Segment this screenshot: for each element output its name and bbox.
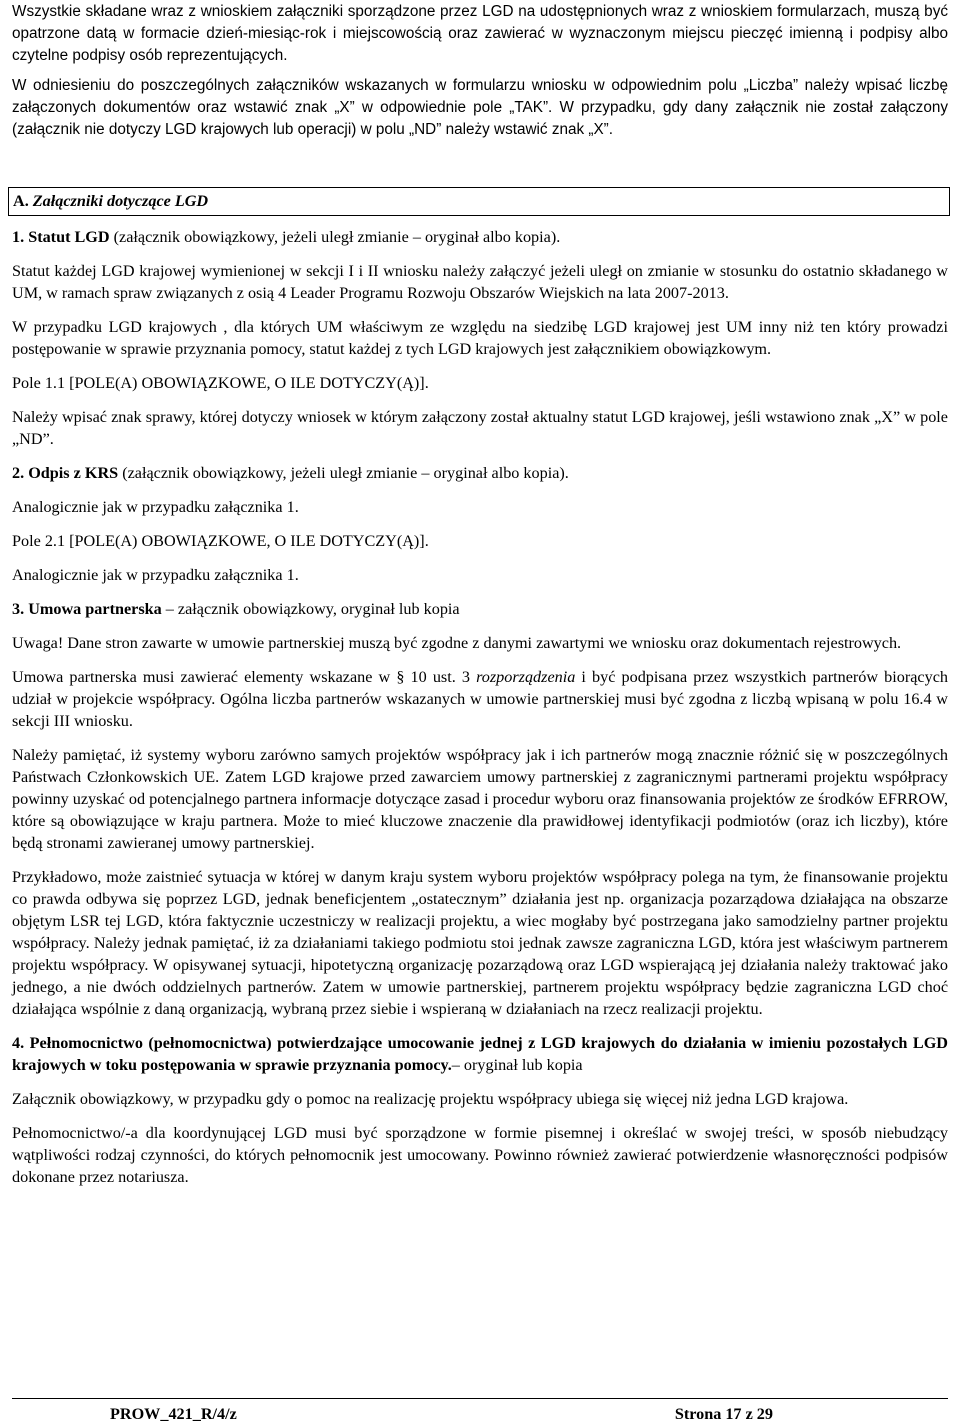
page-footer <box>12 1398 948 1423</box>
document-code: PROW_421_R/4/z <box>110 1405 237 1423</box>
item-3-subtitle: – załącznik obowiązkowy, oryginał lub kopia <box>161 600 460 618</box>
intro-paragraph-2 <box>12 75 948 141</box>
item-1-paragraph-3: Należy wpisać znak sprawy, której dotyczy wniosek w którym załączony został aktualny statut LGD krajowej, jeśli wstawiono znak „X” w pole „ND”. <box>12 408 948 448</box>
item-2-title: 2. Odpis z KRS <box>12 464 119 482</box>
item-3-paragraph-3: Należy pamiętać, iż systemy wyboru zarówno samych projektów współpracy jak i ich partnerów mogą znacznie różnić się w poszczególnych Państwach Członkowskich UE. Zatem LGD krajowe przed zawarciem umowy partnerskiej z zagranicznymi partnerami projektu współpracy powinny uzyskać od potencjalnego partnera informacje dotyczące zasad i procedur wyboru oraz finansowania projektów ze środków EFRROW, które są obowiązujące w kraju partnera. Może to mieć kluczowe znaczenie dla prawidłowej identyfikacji podmiotów (oraz ich liczby), które będą stronami zawieranej umowy partnerskiej. <box>12 746 948 852</box>
item-1-paragraph-2: W przypadku LGD krajowych , dla których UM właściwym ze względu na siedzibę LGD krajowej jest UM inny niż ten który prowadzi postępowanie w sprawie przyznania pomocy, statut każdej z tych LGD krajowych jest załącznikiem obowiązkowym. <box>12 318 948 358</box>
item-1-subtitle: (załącznik obowiązkowy, jeżeli uległ zmianie – oryginał albo kopia). <box>109 228 561 246</box>
item-3-heading <box>12 598 948 620</box>
item-4-paragraph-1: Załącznik obowiązkowy, w przypadku gdy o pomoc na realizację projektu współpracy ubiega się więcej niż jedna LGD krajowa. <box>12 1090 849 1108</box>
document-page <box>12 0 948 1188</box>
section-a-heading <box>12 187 948 216</box>
intro-paragraph-2-second: W przypadku, gdy dany załącznik nie został załączony (załącznik nie dotyczy LGD krajowych lub operacji) w polu „ND” należy wstawić znak „X”. <box>12 99 948 138</box>
item-2-field-label: Pole 2.1 [POLE(A) OBOWIĄZKOWE, O ILE DOTYCZY(Ą)]. <box>12 532 429 550</box>
item-3-paragraph-2-italic: rozporządzenia <box>476 668 576 686</box>
item-3-paragraph-2-start: Umowa partnerska musi zawierać elementy wskazane w § 10 ust. 3 <box>12 668 477 686</box>
item-3-paragraph-2 <box>12 666 948 732</box>
item-1-field-label: Pole 1.1 [POLE(A) OBOWIĄZKOWE, O ILE DOTYCZY(Ą)]. <box>12 374 429 392</box>
section-a-title: Załączniki dotyczące LGD <box>32 192 209 210</box>
page-number: Strona 17 z 29 <box>674 1405 773 1423</box>
item-3-paragraph-2-end: i być podpisana przez wszystkich partnerów biorących udział w projekcie współpracy. Ogólna liczba partnerów wskazanych w umowie partnerskiej musi być zgodna z liczbą wpisaną w polu 16.4 w sekcji III wniosku. <box>12 668 948 730</box>
item-2-subtitle: (załącznik obowiązkowy, jeżeli uległ zmianie – oryginał albo kopia). <box>118 464 569 482</box>
item-1-title: 1. Statut LGD <box>12 228 110 246</box>
intro-paragraph-1: Wszystkie składane wraz z wnioskiem załączniki sporządzone przez LGD na udostępnionych wraz z wnioskiem formularzach, muszą być opatrzone datą w formacie dzień-miesiąc-rok i miejscowością oraz zawierać w wyznaczonym miejscu pieczęć imienną i podpisy albo czytelne podpisy osób reprezentujących. <box>12 3 948 64</box>
item-2-paragraph-2: Analogicznie jak w przypadku załącznika 1. <box>12 566 299 584</box>
item-4-title: 4. Pełnomocnictwo (pełnomocnictwa) potwierdzające umocowanie jednej z LGD krajowych do działania w imieniu pozostałych LGD krajowych w toku postępowania w sprawie przyznania pomocy. <box>12 1034 948 1074</box>
item-1-heading <box>12 226 948 248</box>
item-3-title: 3. Umowa partnerska <box>12 600 162 618</box>
item-4-heading <box>12 1032 948 1076</box>
intro-paragraph-2-first: W odniesieniu do poszczególnych załączników wskazanych w formularzu wniosku w odpowiednim polu „Liczba” należy wpisać liczbę załączonych dokumentów oraz wstawić znak „X” w odpowiednie pole „TAK”. <box>12 77 948 116</box>
item-2-heading <box>12 462 948 484</box>
section-a-letter: A. <box>13 192 33 210</box>
item-2-paragraph-1: Analogicznie jak w przypadku załącznika 1. <box>12 498 299 516</box>
item-4-subtitle: – oryginał lub kopia <box>451 1056 583 1074</box>
item-1-paragraph-1: Statut każdej LGD krajowej wymienionej w sekcji I i II wniosku należy załączyć jeżeli uległ on zmianie w stosunku do ostatnio składanego w UM, w ramach spraw związanych z osią 4 Leader Programu Rozwoju Obszarów Wiejskich na lata 2007-2013. <box>12 262 948 302</box>
item-3-paragraph-1: Uwaga! Dane stron zawarte w umowie partnerskiej muszą być zgodne z danymi zawartymi we wniosku oraz dokumentach rejestrowych. <box>12 634 902 652</box>
item-4-paragraph-2: Pełnomocnictwo/-a dla koordynującej LGD musi być sporządzone w formie pisemnej i określać w swojej treści, w sposób niebudzący wątpliwości rodzaj czynności, do których pełnomocnik jest umocowany. Powinno również zawierać potwierdzenie własnoręczności podpisów dokonane przez notariusza. <box>12 1124 948 1186</box>
item-3-paragraph-4: Przykładowo, może zaistnieć sytuacja w której w danym kraju system wyboru projektów współpracy polega na tym, że finansowanie projektu co prawda odbywa się poprzez LGD, jednak beneficjentem „ostatecznym” działania jest np. organizacja pozarządowa działająca na obszarze objętym LSR tej LGD, która faktycznie uczestniczy w realizacji projektu, a wiec mogłaby być postrzegana jako samodzielny partner projektu współpracy. Należy jednak pamiętać, iż za działaniami takiego podmiotu stoi jednak zawsze zagraniczna LGD, która jest właściwym partnerem projektu współpracy. W opisywanej sytuacji, hipotetyczną organizację pozarządową oraz LGD wspierającą jej działania należy traktować jako jednego, a nie dwóch oddzielnych partnerów. Zatem w umowie partnerskiej, partnerem projektu współpracy będzie zagraniczna LGD choć działająca wspólnie z daną organizacją, wybraną przez siebie i wspieraną w działaniach na rzecz realizacji projektu. <box>12 868 948 1018</box>
